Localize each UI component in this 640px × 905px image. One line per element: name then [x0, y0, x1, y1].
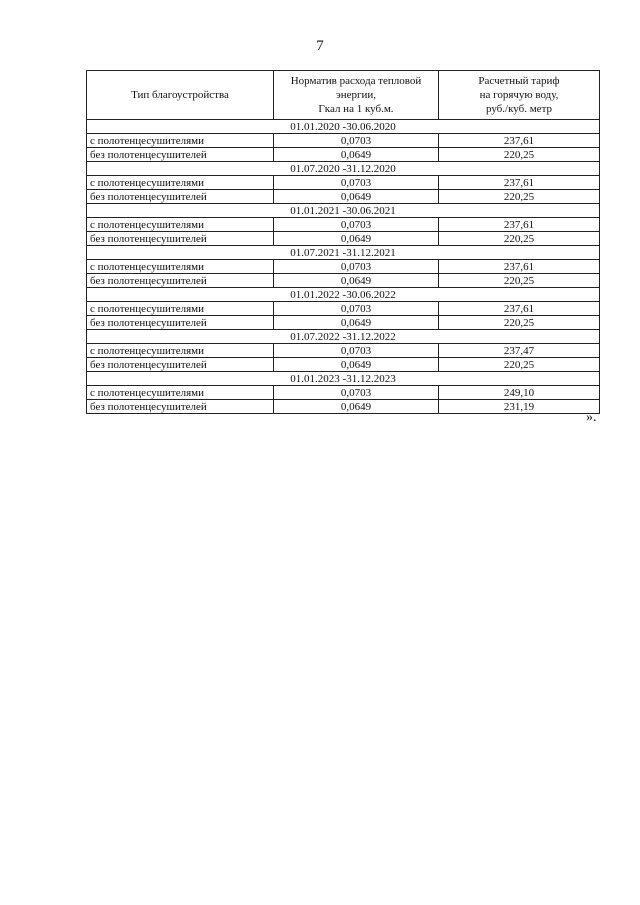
header-norm	[274, 71, 439, 120]
norm-cell: 0,0649	[274, 148, 439, 162]
tariff-cell: 231,19	[439, 400, 600, 414]
period-label: 01.07.2022 -31.12.2022	[87, 330, 600, 344]
period-row	[87, 288, 600, 302]
period-row	[87, 246, 600, 260]
tariff-cell: 237,61	[439, 134, 600, 148]
type-cell: с полотенцесушителями	[87, 260, 274, 274]
table-row	[87, 274, 600, 288]
table-row	[87, 232, 600, 246]
type-cell: с полотенцесушителями	[87, 386, 274, 400]
tariff-cell: 220,25	[439, 316, 600, 330]
table-row	[87, 386, 600, 400]
table-row	[87, 176, 600, 190]
table-row	[87, 218, 600, 232]
type-cell: с полотенцесушителями	[87, 344, 274, 358]
type-cell: без полотенцесушителей	[87, 400, 274, 414]
table-row	[87, 148, 600, 162]
table-row	[87, 260, 600, 274]
period-label: 01.01.2023 -31.12.2023	[87, 372, 600, 386]
tariff-cell: 237,47	[439, 344, 600, 358]
page-number: 7	[316, 38, 324, 54]
header-tariff-line: Расчетный тариф	[478, 75, 560, 87]
period-row	[87, 330, 600, 344]
header-tariff-line: на горячую воду,	[479, 89, 559, 101]
norm-cell: 0,0649	[274, 274, 439, 288]
table-row	[87, 358, 600, 372]
norm-cell: 0,0649	[274, 190, 439, 204]
tariff-cell: 220,25	[439, 148, 600, 162]
norm-cell: 0,0703	[274, 386, 439, 400]
period-label: 01.07.2021 -31.12.2021	[87, 246, 600, 260]
norm-cell: 0,0703	[274, 344, 439, 358]
period-label: 01.07.2020 -31.12.2020	[87, 162, 600, 176]
period-label: 01.01.2021 -30.06.2021	[87, 204, 600, 218]
tariff-cell: 220,25	[439, 274, 600, 288]
norm-cell: 0,0649	[274, 358, 439, 372]
norm-cell: 0,0703	[274, 176, 439, 190]
tariff-cell: 237,61	[439, 302, 600, 316]
norm-cell: 0,0649	[274, 400, 439, 414]
tariff-cell: 220,25	[439, 358, 600, 372]
header-norm-line: энергии,	[335, 89, 377, 101]
type-cell: с полотенцесушителями	[87, 302, 274, 316]
header-row	[87, 71, 600, 120]
table-row	[87, 190, 600, 204]
tariff-table	[86, 70, 600, 414]
type-cell: с полотенцесушителями	[87, 134, 274, 148]
period-row	[87, 372, 600, 386]
norm-cell: 0,0703	[274, 134, 439, 148]
type-cell: без полотенцесушителей	[87, 358, 274, 372]
type-cell: без полотенцесушителей	[87, 148, 274, 162]
tariff-cell: 220,25	[439, 232, 600, 246]
table-row	[87, 400, 600, 414]
type-cell: без полотенцесушителей	[87, 190, 274, 204]
header-tariff-line: руб./куб. метр	[485, 103, 553, 115]
type-cell: с полотенцесушителями	[87, 176, 274, 190]
norm-cell: 0,0703	[274, 302, 439, 316]
type-cell: без полотенцесушителей	[87, 316, 274, 330]
type-cell: без полотенцесушителей	[87, 232, 274, 246]
period-label: 01.01.2020 -30.06.2020	[87, 120, 600, 134]
table-row	[87, 344, 600, 358]
norm-cell: 0,0703	[274, 218, 439, 232]
table-body	[87, 120, 600, 414]
norm-cell: 0,0649	[274, 316, 439, 330]
table-row	[87, 302, 600, 316]
norm-cell: 0,0649	[274, 232, 439, 246]
period-label: 01.01.2022 -30.06.2022	[87, 288, 600, 302]
header-norm-line: Норматив расхода тепловой	[290, 75, 422, 87]
type-cell: без полотенцесушителей	[87, 274, 274, 288]
header-tariff	[439, 71, 600, 120]
period-row	[87, 204, 600, 218]
tariff-cell: 249,10	[439, 386, 600, 400]
table-header	[87, 71, 600, 120]
table-row	[87, 134, 600, 148]
norm-cell: 0,0703	[274, 260, 439, 274]
tariff-cell: 220,25	[439, 190, 600, 204]
header-type: Тип благоустройства	[87, 71, 274, 120]
closing-quote: ».	[586, 410, 597, 425]
tariff-cell: 237,61	[439, 260, 600, 274]
table-row	[87, 316, 600, 330]
period-row	[87, 162, 600, 176]
period-row	[87, 120, 600, 134]
type-cell: с полотенцесушителями	[87, 218, 274, 232]
tariff-cell: 237,61	[439, 218, 600, 232]
tariff-cell: 237,61	[439, 176, 600, 190]
header-norm-line: Гкал на 1 куб.м.	[318, 103, 394, 115]
